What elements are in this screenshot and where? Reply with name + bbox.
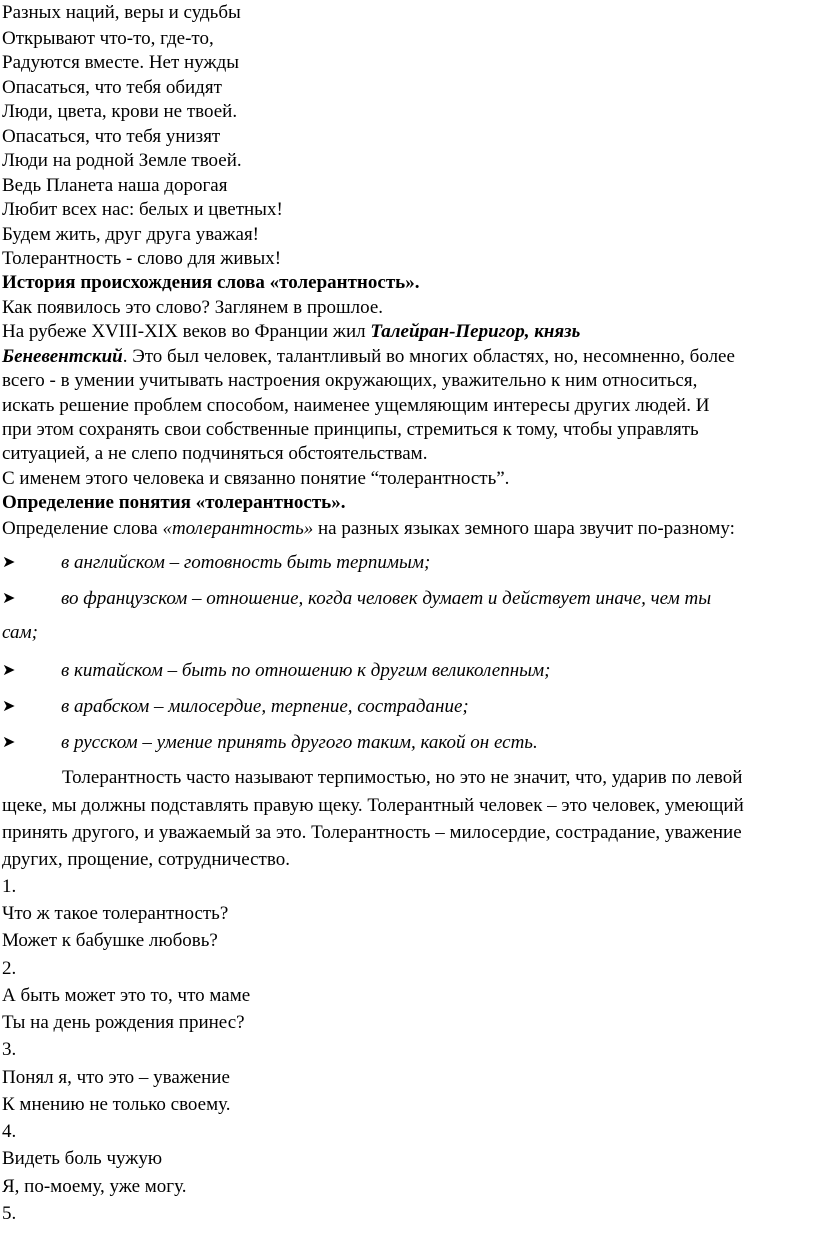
poem-line: Толерантность - слово для живых! — [2, 248, 282, 269]
list-item-text: в китайском – быть по отношению к другим великолепным; — [61, 660, 551, 681]
definition-text: Определение слова — [2, 518, 163, 539]
list-item — [2, 732, 814, 754]
poem-line: Открывают что-то, где-то, — [2, 28, 214, 49]
poem-line: Будем жить, друг друга уважая! — [2, 224, 260, 245]
stanza-number: 2. — [2, 958, 17, 979]
poem-line: Ведь Планета наша дорогая — [2, 175, 228, 196]
poem-line: Видеть боль чужую — [2, 1148, 163, 1169]
list-item-text: во французском – отношение, когда человек думает и действует иначе, чем ты — [61, 588, 712, 609]
paragraph-line: щеке, мы должны подставлять правую щеку. Толерантный человек – это человек, умеющий — [2, 795, 744, 816]
stanza-number: 1. — [2, 876, 17, 897]
history-heading: История происхождения слова «толерантность». — [2, 272, 420, 293]
poem-line: К мнению не только своему. — [2, 1094, 231, 1115]
arrowhead-bullet-icon: ➤ — [2, 734, 16, 751]
stanza-number: 5. — [2, 1203, 17, 1224]
poem-line: Люди на родной Земле твоей. — [2, 150, 242, 171]
arrowhead-bullet-icon: ➤ — [2, 698, 16, 715]
poem-line: Ты на день рождения принес? — [2, 1012, 245, 1033]
history-paragraph-line — [2, 346, 735, 368]
history-paragraph-line: всего - в умении учитывать настроения окружающих, уважительно к ним относиться, — [2, 370, 698, 391]
history-text: На рубеже XVIII-XIX веков во Франции жил — [2, 321, 371, 342]
list-item-continuation: сам; — [2, 622, 38, 643]
list-item-text: в английском – готовность быть терпимым; — [61, 552, 431, 573]
definition-text: на разных языках земного шара звучит по-разному: — [313, 518, 735, 539]
history-paragraph-line: искать решение проблем способом, наименее ущемляющим интересы других людей. И — [2, 395, 710, 416]
definition-word: «толерантность» — [162, 518, 314, 539]
history-intro: Как появилось это слово? Заглянем в прошлое. — [2, 297, 384, 318]
history-text: . Это был человек, талантливый во многих областях, но, несомненно, более — [122, 346, 735, 367]
definition-heading: Определение понятия «толерантность». — [2, 492, 346, 513]
arrowhead-bullet-icon: ➤ — [2, 662, 16, 679]
history-paragraph-line: С именем этого человека и связанно понятие “толерантность”. — [2, 468, 510, 489]
stanza-number: 4. — [2, 1121, 17, 1142]
poem-line: Может к бабушке любовь? — [2, 930, 218, 951]
paragraph-line: других, прощение, сотрудничество. — [2, 849, 290, 870]
definition-intro — [2, 518, 735, 540]
history-paragraph-line: ситуацией, а не слепо подчиняться обстоятельствам. — [2, 443, 428, 464]
person-name: Талейран-Перигор, князь — [370, 321, 581, 342]
list-item-text: в русском – умение принять другого таким, какой он есть. — [61, 732, 538, 753]
list-item-text: в арабском – милосердие, терпение, сострадание; — [61, 696, 469, 717]
poem-line: Я, по-моему, уже могу. — [2, 1176, 187, 1197]
poem-line: Опасаться, что тебя унизят — [2, 126, 221, 147]
arrowhead-bullet-icon: ➤ — [2, 590, 16, 607]
list-item — [2, 660, 814, 682]
poem-line: А быть может это то, что маме — [2, 985, 251, 1006]
paragraph-line: Толерантность часто называют терпимостью, но это не значит, что, ударив по левой — [62, 767, 743, 788]
stanza-number: 3. — [2, 1039, 17, 1060]
poem-line: Любит всех нас: белых и цветных! — [2, 199, 283, 220]
person-name: Беневентский — [2, 346, 123, 367]
history-paragraph-line: при этом сохранять свои собственные принципы, стремиться к тому, чтобы управлять — [2, 419, 699, 440]
poem-line: Разных наций, веры и судьбы — [2, 2, 241, 23]
history-paragraph-line — [2, 321, 580, 343]
list-item — [2, 696, 814, 718]
poem-line: Люди, цвета, крови не твоей. — [2, 101, 238, 122]
arrowhead-bullet-icon: ➤ — [2, 554, 16, 571]
poem-line: Понял я, что это – уважение — [2, 1067, 230, 1088]
poem-line: Радуются вместе. Нет нужды — [2, 52, 239, 73]
paragraph-line: принять другого, и уважаемый за это. Толерантность – милосердие, сострадание, уважение — [2, 822, 742, 843]
list-item — [2, 588, 814, 610]
poem-line: Что ж такое толерантность? — [2, 903, 229, 924]
poem-line: Опасаться, что тебя обидят — [2, 77, 222, 98]
list-item — [2, 552, 814, 574]
